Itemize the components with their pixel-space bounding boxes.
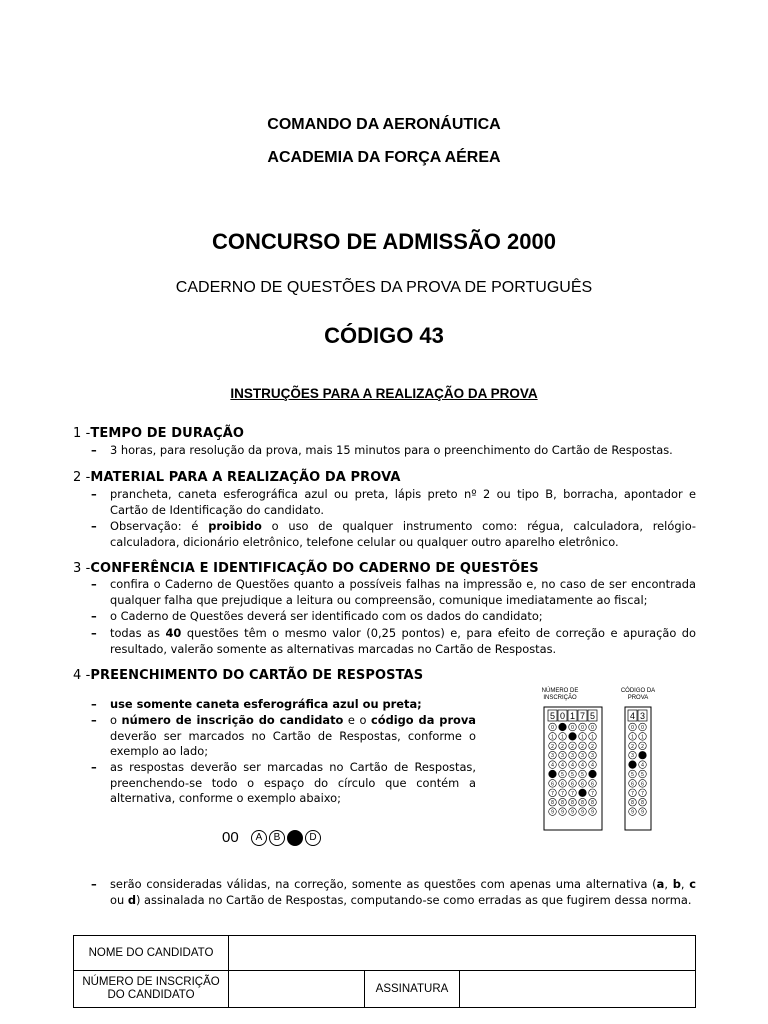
- inscricao-bubble-digit: 6: [591, 781, 594, 788]
- codigo-bubble-digit: 1: [631, 734, 634, 741]
- inscricao-bubble-digit: 5: [571, 772, 574, 778]
- section-1-heading: [73, 426, 244, 441]
- inscricao-bubble-digit: 1: [581, 734, 584, 741]
- inscricao-bubble-digit: 7: [591, 790, 594, 797]
- codigo-bubble-digit: 8: [631, 800, 634, 807]
- codigo-bubble-digit: 1: [641, 734, 644, 741]
- codigo-label: CÓDIGO DA PROVA: [620, 688, 656, 701]
- inscricao-bubble-digit: 1: [591, 734, 594, 741]
- header-line-1: COMANDO DA AERONÁUTICA: [267, 116, 501, 133]
- signature-label: ASSINATURA: [365, 971, 460, 1008]
- inscricao-bubble-digit: 4: [551, 762, 554, 769]
- codigo-bubble-digit: 8: [641, 800, 644, 807]
- section-4-item-4-a: serão consideradas válidas, na correção, somente as questões com apenas uma alternativa (: [110, 877, 657, 891]
- section-4-item-4: – serão consideradas válidas, na correção, somente as questões com apenas uma alternativa (a, b, c ou d) assinalada no Cartão de Respostas, computando-se como erradas as que fugirem dessa norma.: [91, 877, 696, 907]
- inscricao-bubble-digit: 6: [551, 781, 554, 788]
- inscricao-bubble-digit: 2: [581, 743, 584, 750]
- inscricao-bubble-digit: 9: [581, 809, 584, 816]
- section-4-item-4-c: ,: [664, 877, 673, 891]
- codigo-bubble-digit: 2: [631, 743, 634, 750]
- section-2-item-1: – prancheta, caneta esferográfica azul ou preta, lápis preto nº 2 ou tipo B, borracha, apontador e Cartão de Identificação do candidato.: [91, 487, 696, 517]
- booklet-title: CADERNO DE QUESTÕES DA PROVA DE PORTUGUÊS: [175, 279, 593, 296]
- exam-title: CONCURSO DE ADMISSÃO 2000: [212, 229, 556, 254]
- inscricao-bubble-digit: 8: [591, 800, 594, 807]
- inscricao-digit: 5: [549, 711, 556, 721]
- section-2-title: MATERIAL PARA A REALIZAÇÃO DA PROVA: [90, 470, 401, 485]
- section-3-number: 3 -: [73, 561, 91, 576]
- answer-option-b: B: [269, 830, 285, 846]
- inscricao-bubble-digit: 9: [571, 809, 574, 816]
- section-4-item-4-i: ) assinalada no Cartão de Respostas, computando-se como erradas as que fugirem dessa norma.: [135, 892, 692, 907]
- section-4-title: PREENCHIMENTO DO CARTÃO DE RESPOSTAS: [90, 668, 424, 683]
- answer-example-question-number: 00: [222, 829, 239, 846]
- inscricao-bubble-digit: 9: [561, 809, 564, 816]
- section-3-item-3-bold: 40: [165, 626, 182, 640]
- inscricao-bubble-digit: 7: [551, 790, 554, 797]
- section-3-item-1: – confira o Caderno de Questões quanto a possíveis falhas na impressão e, no caso de ser encontrada qualquer falha que prejudique a leitura ou compreensão, comunique imediatamente ao fiscal;: [91, 577, 696, 607]
- inscricao-bubble-digit: 8: [561, 800, 564, 807]
- name-field[interactable]: [229, 936, 696, 971]
- signature-field[interactable]: [460, 971, 696, 1008]
- inscricao-bubble-digit: 9: [591, 809, 594, 816]
- codigo-bubble-digit: 0: [631, 725, 634, 731]
- inscricao-digit: 7: [579, 711, 586, 721]
- codigo-bubble-digit: 7: [641, 790, 644, 797]
- inscricao-bubble-digit: 4: [571, 762, 574, 769]
- codigo-bubble-digit: 5: [631, 772, 634, 778]
- inscricao-bubble-digit: 3: [591, 753, 594, 760]
- inscricao-label: NÚMERO DE INSCRIÇÃO: [541, 688, 579, 701]
- section-2-item-2-a: Observação: é: [110, 519, 209, 533]
- number-field[interactable]: [229, 971, 365, 1008]
- answer-option-a: A: [251, 830, 267, 846]
- inscricao-bubble-digit: 3: [581, 753, 584, 760]
- section-2-item-2-bold: proibido: [208, 519, 262, 533]
- codigo-bubble-filled: [639, 751, 647, 759]
- inscricao-bubble-digit: 6: [571, 781, 574, 788]
- codigo-bubble-digit: 2: [641, 743, 644, 750]
- number-label: NÚMERO DE INSCRIÇÃO DO CANDIDATO: [74, 971, 229, 1008]
- section-1-title: TEMPO DE DURAÇÃO: [90, 426, 245, 441]
- section-3-item-3-a: todas as: [110, 626, 166, 640]
- inscricao-bubble-digit: 3: [551, 753, 554, 760]
- codigo-digit: 4: [629, 711, 636, 721]
- section-4-item-2-e: deverão ser marcados no Cartão de Respostas, conforme o exemplo ao lado;: [110, 728, 476, 759]
- section-3-item-2-text: o Caderno de Questões deverá ser identificado com os dados do candidato;: [110, 609, 543, 623]
- answer-example: [216, 812, 356, 862]
- bubble-sheet-example: [512, 680, 672, 840]
- inscricao-digit: 1: [569, 711, 576, 721]
- section-4-item-2-c: e o: [343, 713, 372, 727]
- codigo-bubble-digit: 3: [631, 753, 634, 760]
- codigo-bubble-filled: [629, 761, 637, 769]
- answer-example-options: [250, 829, 322, 847]
- inscricao-bubble-digit: 1: [551, 734, 554, 741]
- section-2-number: 2 -: [73, 470, 91, 485]
- section-4-item-3: – as respostas deverão ser marcadas no Cartão de Respostas, preenchendo-se todo o espaço do círculo que contém a alternativa, conforme o exemplo abaixo;: [91, 760, 476, 806]
- section-4-item-1: – use somente caneta esferográfica azul ou preta;: [91, 697, 422, 711]
- codigo-bubble-digit: 5: [641, 772, 644, 778]
- inscricao-bubble-digit: 8: [551, 800, 554, 807]
- codigo-bubble-digit: 9: [631, 809, 634, 816]
- answer-option-c-marked: [287, 830, 303, 846]
- inscricao-bubble-digit: 2: [551, 743, 554, 750]
- answer-option-d: D: [305, 830, 321, 846]
- section-2-item-2-c: o uso de qualquer instrumento como: régua, calculadora, relógio-calculadora, dicionário eletrônico, telefone celular ou qualquer outro aparelho eletrônico.: [110, 519, 697, 549]
- inscricao-bubble-filled: [589, 770, 597, 778]
- inscricao-bubble-digit: 0: [551, 725, 554, 731]
- codigo-bubble-digit: 9: [641, 809, 644, 816]
- inscricao-bubble-filled: [579, 789, 587, 797]
- section-4-item-4-b: a: [656, 877, 665, 891]
- inscricao-bubble-digit: 5: [561, 772, 564, 778]
- inscricao-bubble-digit: 6: [581, 781, 584, 788]
- section-4-item-4-g: ou: [110, 892, 128, 907]
- inscricao-bubble-digit: 0: [591, 725, 594, 731]
- inscricao-bubble-digit: 5: [581, 772, 584, 778]
- inscricao-bubble-digit: 6: [561, 781, 564, 788]
- inscricao-bubble-filled: [549, 770, 557, 778]
- instructions-title: INSTRUÇÕES PARA A REALIZAÇÃO DA PROVA: [230, 386, 538, 401]
- inscricao-bubble-digit: 8: [581, 800, 584, 807]
- inscricao-bubble-digit: 2: [561, 743, 564, 750]
- candidate-form: [73, 935, 696, 1008]
- inscricao-bubble-digit: 4: [591, 762, 594, 769]
- exam-code: CÓDIGO 43: [324, 323, 444, 348]
- section-3-item-3: – todas as 40 questões têm o mesmo valor (0,25 pontos) e, para efeito de correção e apuração do resultado, valerão somente as alternativas marcadas no Cartão de Respostas.: [91, 626, 696, 656]
- section-4-number: 4 -: [73, 668, 91, 683]
- section-4-item-4-f: c: [689, 877, 696, 891]
- inscricao-bubble-digit: 2: [571, 743, 574, 750]
- header-line-2: ACADEMIA DA FORÇA AÉREA: [267, 149, 501, 166]
- section-4-item-3-text: as respostas deverão ser marcadas no Cartão de Respostas, preenchendo-se todo o espaço do círculo que contém a alternativa, conforme o exemplo abaixo;: [110, 760, 476, 806]
- inscricao-bubble-digit: 3: [561, 753, 564, 760]
- inscricao-bubble-digit: 2: [591, 743, 594, 750]
- section-4-item-4-e: ,: [680, 877, 690, 891]
- section-4-item-1-text: use somente caneta esferográfica azul ou preta;: [110, 697, 422, 711]
- section-4-item-4-h: d: [127, 892, 136, 907]
- inscricao-bubble-digit: 7: [561, 790, 564, 797]
- section-3-item-3-c: questões têm o mesmo valor (0,25 pontos) e, para efeito de correção e apuração do resultado, valerão somente as alternativas marcadas no Cartão de Respostas.: [110, 626, 696, 656]
- section-2-item-1-text: prancheta, caneta esferográfica azul ou preta, lápis preto nº 2 ou tipo B, borracha, apontador e Cartão de Identificação do candidato.: [110, 487, 696, 517]
- inscricao-bubble-digit: 4: [561, 762, 564, 769]
- codigo-bubble-digit: 6: [631, 781, 634, 788]
- section-4-item-4-d: b: [672, 877, 681, 891]
- name-label: NOME DO CANDIDATO: [74, 936, 229, 971]
- inscricao-bubble-digit: 7: [571, 790, 574, 797]
- section-1-item-1: – 3 horas, para resolução da prova, mais 15 minutos para o preenchimento do Cartão de Respostas.: [91, 443, 673, 457]
- inscricao-bubble-digit: 8: [571, 800, 574, 807]
- inscricao-bubble-filled: [569, 733, 577, 741]
- section-2-heading: [73, 470, 401, 485]
- inscricao-digit: 0: [559, 711, 566, 721]
- inscricao-bubble-filled: [559, 723, 567, 731]
- codigo-bubble-digit: 0: [641, 725, 644, 731]
- section-2-item-2: – Observação: é proibido o uso de qualquer instrumento como: régua, calculadora, relógio-calculadora, dicionário eletrônico, telefone celular ou qualquer outro aparelho eletrônico.: [91, 519, 697, 549]
- inscricao-bubble-digit: 0: [581, 725, 584, 731]
- inscricao-bubble-digit: 9: [551, 809, 554, 816]
- inscricao-bubble-digit: 1: [561, 734, 564, 741]
- codigo-bubble-digit: 7: [631, 790, 634, 797]
- codigo-digit: 3: [639, 711, 646, 721]
- section-4-item-2-a: o: [110, 713, 122, 727]
- section-1-item-1-text: 3 horas, para resolução da prova, mais 15 minutos para o preenchimento do Cartão de Respostas.: [110, 443, 673, 457]
- inscricao-bubble-digit: 3: [571, 753, 574, 760]
- codigo-bubble-digit: 4: [641, 762, 644, 769]
- inscricao-digit: 5: [589, 711, 596, 721]
- section-3-item-1-text: confira o Caderno de Questões quanto a possíveis falhas na impressão e, no caso de ser encontrada qualquer falha que prejudique a leitura ou compreensão, comunique imediatamente ao fiscal;: [110, 577, 696, 607]
- section-3-item-2: – o Caderno de Questões deverá ser identificado com os dados do candidato;: [91, 609, 543, 623]
- inscricao-bubble-digit: 0: [571, 725, 574, 731]
- inscricao-bubble-digit: 4: [581, 762, 584, 769]
- codigo-bubble-digit: 6: [641, 781, 644, 788]
- section-4-heading: [73, 668, 423, 683]
- section-4-item-2-bold-1: número de inscrição do candidato: [121, 713, 344, 727]
- section-4-item-2-bold-2: código da prova: [371, 713, 476, 727]
- section-1-number: 1 -: [73, 426, 91, 441]
- section-3-title: CONFERÊNCIA E IDENTIFICAÇÃO DO CADERNO DE QUESTÕES: [90, 561, 539, 576]
- section-4-item-2: – o número de inscrição do candidato e o código da prova deverão ser marcados no Cartão de Respostas, conforme o exemplo ao lado;: [91, 713, 476, 759]
- section-3-heading: [73, 561, 539, 576]
